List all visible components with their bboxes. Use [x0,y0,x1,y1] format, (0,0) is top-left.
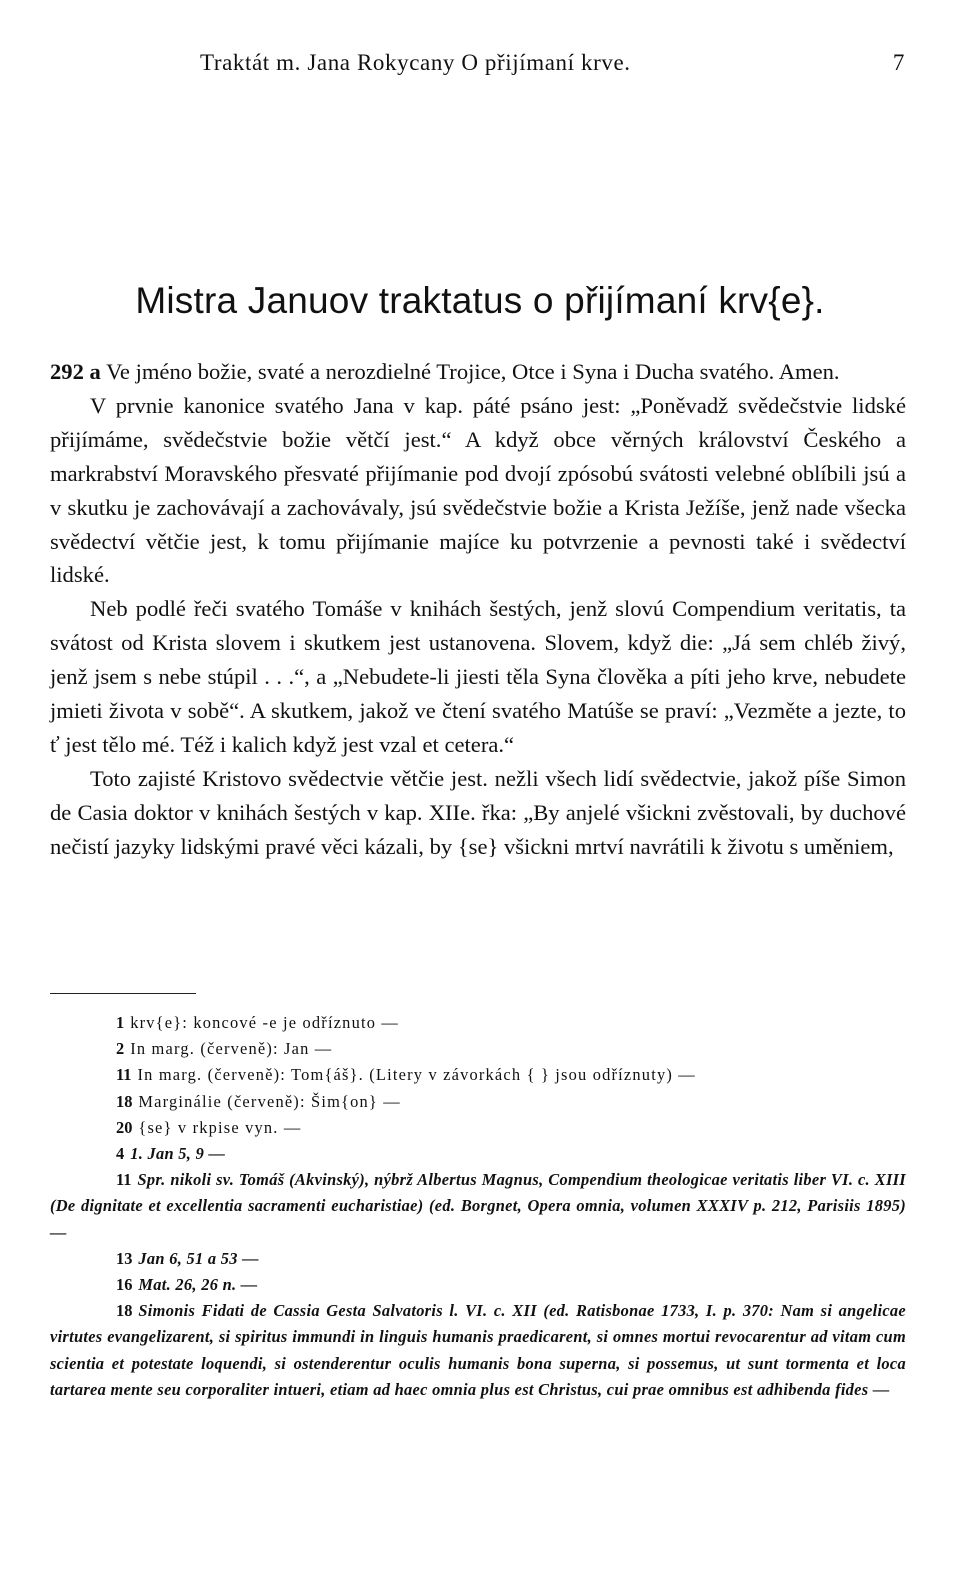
note [50,1298,906,1403]
paragraph-1-text: Ve jméno božie, svaté a nerozdielné Trojice, Otce i Syna i Ducha svatého. Amen. [106,359,840,384]
note [50,1062,906,1088]
note-text: Mat. 26, 26 n. — [138,1275,258,1295]
note-line-number: 20 [116,1117,133,1137]
note-line-number: 1 [116,1013,125,1032]
paragraph-2: V prvnie kanonice svatého Jana v kap. páté psáno jest: „Poněvadž svědečstvie lidské přijímáme, svědečstvie božie větčí jest.“ A když obce věrných království Českého a markrabství Moravského přesvaté přijímanie pod dvojí zpósobú svátosti velebné oblíbili jsú a v skutku je zachovávají a zachovávaly, jsú svědečstvie božie a Krista Ježíše, jenž nade všecka svědectví větčie jest, k tomu přijímanie majíce ku potvrzenie a pevnosti také i svědectví lidské. [50,392,906,588]
note [50,1115,906,1141]
paragraph-4: Toto zajisté Kristovo svědectvie větčie jest. nežli všech lidí svědectvie, jakož píše Simon de Casia doktor v knihách šestých v kap. XIIe. řka: „By anjelé všickni zvěstovali, by duchové nečistí jazyky lidskými pravé věci kázali, by {se} všickni mrtví navrátili k životu s uměniem, [50,765,906,859]
note-text: Spr. nikoli sv. Tomáš (Akvinský), nýbrž Albertus Magnus, Compendium theologicae veritatis liber VI. c. XIII (De dignitate et excellentia sacramenti eucharistiae) (ed. Borgnet, Opera omnia, volumen XXXIV p. 212, Parisiis 1895) — [50,1170,906,1242]
note-text: In marg. (červeně): Tom{áš}. (Litery v závorkách { } jsou odříznuty) — [137,1065,696,1085]
running-head [0,50,960,84]
page-number: 7 [892,50,905,75]
note [50,1167,906,1246]
main-text [50,355,906,864]
note [50,1246,906,1272]
note-text: {se} v rkpise vyn. — [138,1117,302,1137]
note [50,1089,906,1115]
note-line-number: 11 [116,1065,132,1085]
note-text: 1. Jan 5, 9 — [130,1144,226,1164]
paragraph-3: Neb podlé řeči svatého Tomáše v knihách šestých, jenž slovú Compendium veritatis, ta svátost od Krista slovem i skutkem jest ustanovena. Slovem, když die: „Já sem chléb živý, jenž jsem s nebe stúpil . . .“, a „Nebudete-li jiesti těla Syna člověka a píti jeho krve, nebudete jmieti života v sobě“. A skutkem, jakož ve čtení svatého Matúše se praví: „Vezměte a jezte, to ť jest tělo mé. Též i kalich když jest vzal et cetera.“ [50,596,906,757]
section-title: Mistra Januov traktatus o přijímaní krv{e}. [135,280,825,321]
running-title: Traktát m. Jana Rokycany O přijímaní krve. [200,50,631,75]
paragraph-1 [50,355,906,389]
note-line-number: 13 [116,1248,133,1268]
footnote-divider [50,993,196,994]
note-text: In marg. (červeně): Jan — [130,1039,333,1059]
apparatus-notes [50,1010,906,1403]
note-text: Jan 6, 51 a 53 — [138,1248,259,1268]
note-line-number: 16 [116,1275,133,1295]
note-line-number: 18 [116,1301,133,1321]
note [50,1141,906,1167]
note [50,1272,906,1298]
note-line-number: 11 [116,1170,132,1190]
note-line-number: 4 [116,1144,125,1164]
note [50,1036,906,1062]
note-line-number: 18 [116,1091,133,1111]
note-text: Marginálie (červeně): Šim{on} — [138,1091,401,1111]
note-text: Simonis Fidati de Cassia Gesta Salvatoris l. VI. c. XII (ed. Ratisbonae 1733, I. p. 370: Nam si angelicae virtutes evangelizarent, si spiritus immundi in linguis humanis praedicarent, si omnes mortui revocarentur ad vitam cum scientia et potestate loquendi, si ostenderentur oculis humanis bona superna, si possemus, ut sunt tormenta et loca tartarea mente seu corporaliter intueri, etiam ad haec omnia plus est Christus, cui prae omnibus est adhibenda fides — [50,1301,906,1399]
note-line-number: 2 [116,1039,125,1059]
folio-marker: 292 a [50,359,101,384]
note-text: krv{e}: koncové -e je odříznuto — [130,1013,399,1032]
note [50,1010,906,1036]
